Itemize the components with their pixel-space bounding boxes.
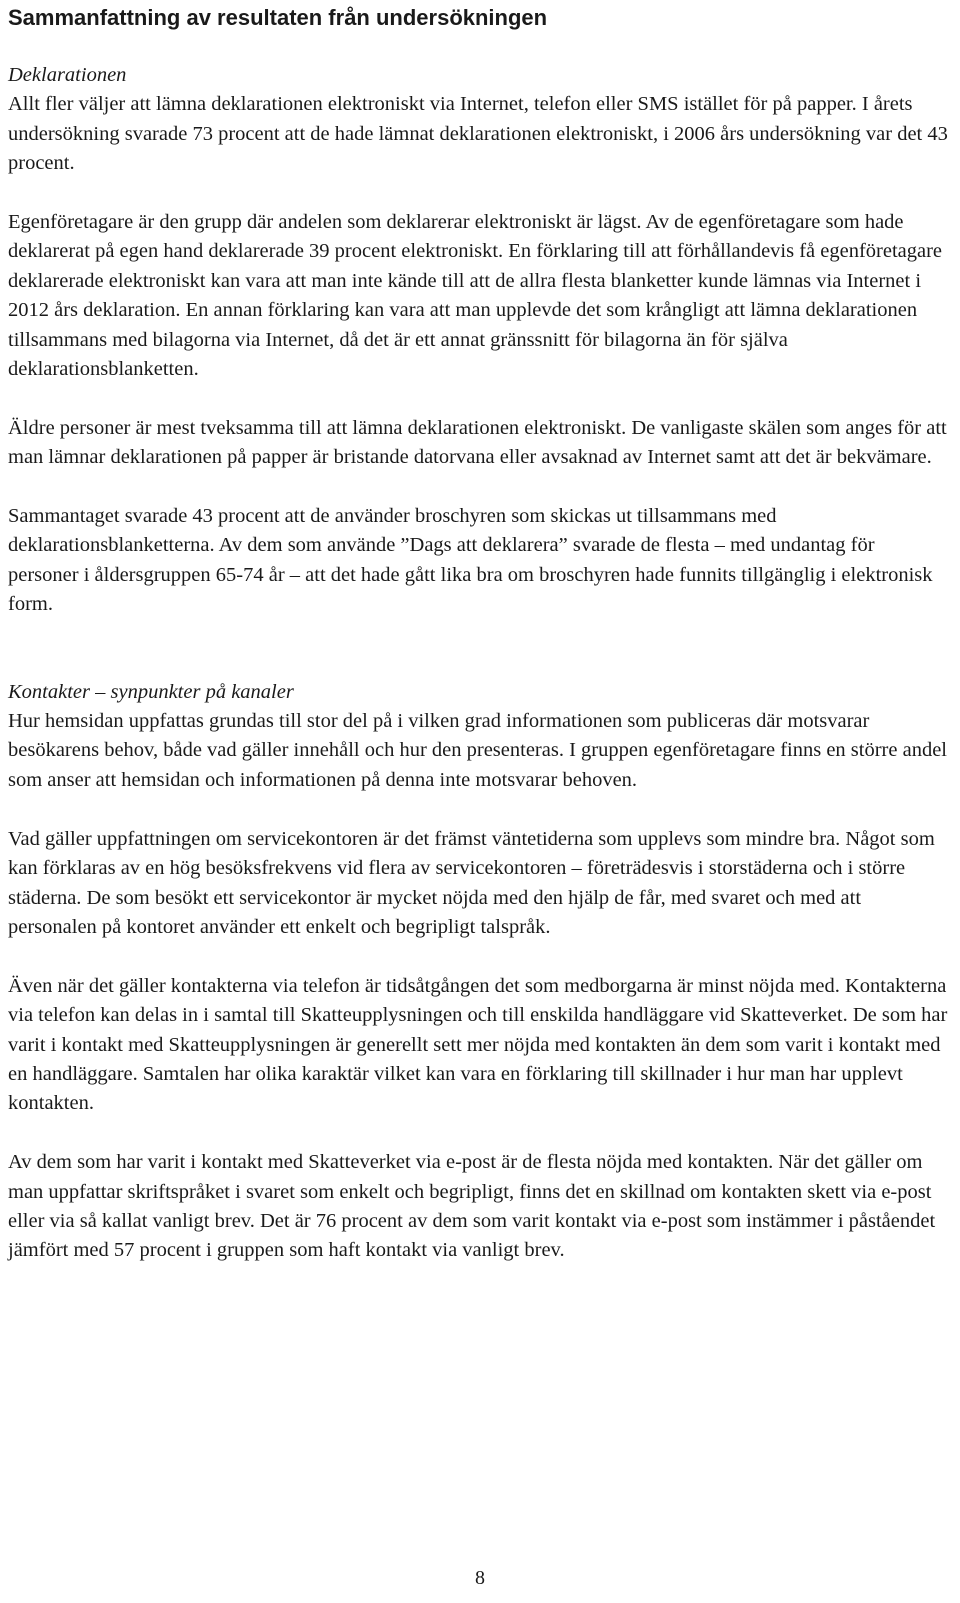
page-title: Sammanfattning av resultaten från undersökningen <box>8 5 548 30</box>
paragraph: Sammantaget svarade 43 procent att de använder broschyren som skickas ut tillsammans med deklarationsblanketterna. Av dem som använde ”Dags att deklarera” svarade de flesta – med undantag för personer i åldersgruppen 65-74 år – att det hade gått lika bra om broschyren hade funnits tillgänglig i elektronisk form. <box>8 505 933 616</box>
section-gap <box>8 620 948 678</box>
paragraph: Även när det gäller kontakterna via telefon är tidsåtgången det som medborgarna är minst nöjda med. Kontakterna via telefon kan delas in i samtal till Skatteupplysningen och till enskilda handläggare vid Skatteverket. De som har varit i kontakt med Skatteupplysningen är generellt sett mer nöjda med kontakten än dem som varit i kontakt med en handläggare. Samtalen har olika karaktär vilket kan vara en förklaring till skillnader i hur man har upplevt kontakten. <box>8 974 948 1115</box>
paragraph-gap <box>8 1119 948 1148</box>
paragraph: Egenföretagare är den grupp där andelen som deklarerar elektroniskt är lägst. Av de egenföretagare som hade deklarerat på egen hand deklarerade 39 procent elektroniskt. En förklaring till att förhållandevis få egenföretagare deklarerade elektroniskt kan vara att man inte kände till att de allra flesta blanketter kunde lämnas via Internet i 2012 års deklaration. En annan förklaring kan vara att man upplevde det som krångligt att lämna deklarationen tillsammans med bilagorna via Internet, då det är ett annat gränssnitt för bilagorna än för själva deklarationsblanketten. <box>8 211 943 381</box>
paragraph: Vad gäller uppfattningen om servicekontoren är det främst väntetiderna som upplevs som mindre bra. Något som kan förklaras av en hög besöksfrekvens vid flera av servicekontoren – företrädesvis i storstäderna och i större städerna. De som besökt ett servicekontor är mycket nöjda med den hjälp de får, med svaret och med att personalen på kontoret använder ett enkelt och begripligt talspråk. <box>8 827 935 938</box>
section-title: Kontakter – synpunkter på kanaler <box>8 680 294 703</box>
page-number: 8 <box>475 1567 485 1589</box>
spacer <box>8 32 948 61</box>
section-deklarationen <box>8 61 948 620</box>
paragraph: Hur hemsidan uppfattas grundas till stor del på i vilken grad informationen som publiceras där motsvarar besökarens behov, både vad gäller innehåll och hur den presenteras. I gruppen egenföretagare finns en större andel som anser att hemsidan och informationen på denna inte motsvarar behoven. <box>8 710 948 791</box>
paragraph: Av dem som har varit i kontakt med Skatteverket via e-post är de flesta nöjda med kontakten. När det gäller om man uppfattar skriftspråket i svaret som enkelt och begripligt, finns det en skillnad om kontakten skett via e-post eller via så kallat vanligt brev. Det är 76 procent av dem som varit kontakt via e-post som instämmer i påståendet jämfört med 57 procent i gruppen som haft kontakt via vanligt brev. <box>8 1151 936 1262</box>
section-kontakter <box>8 678 948 1266</box>
paragraph: Allt fler väljer att lämna deklarationen elektroniskt via Internet, telefon eller SMS istället för på papper. I årets undersökning svarade 73 procent att de hade lämnat deklarationen elektroniskt, i 2006 års undersökning var det 43 procent. <box>8 93 948 175</box>
paragraph-gap <box>8 384 948 413</box>
paragraph-gap <box>8 795 948 824</box>
paragraph-gap <box>8 473 948 502</box>
paragraph-gap <box>8 179 948 208</box>
document-page <box>8 0 948 1266</box>
section-title: Deklarationen <box>8 64 127 86</box>
paragraph: Äldre personer är mest tveksamma till att lämna deklarationen elektroniskt. De vanligaste skälen som anges för att man lämnar deklarationen på papper är bristande datorvana eller avsaknad av Internet samt att det är bekvämare. <box>8 416 947 469</box>
paragraph-gap <box>8 942 948 971</box>
